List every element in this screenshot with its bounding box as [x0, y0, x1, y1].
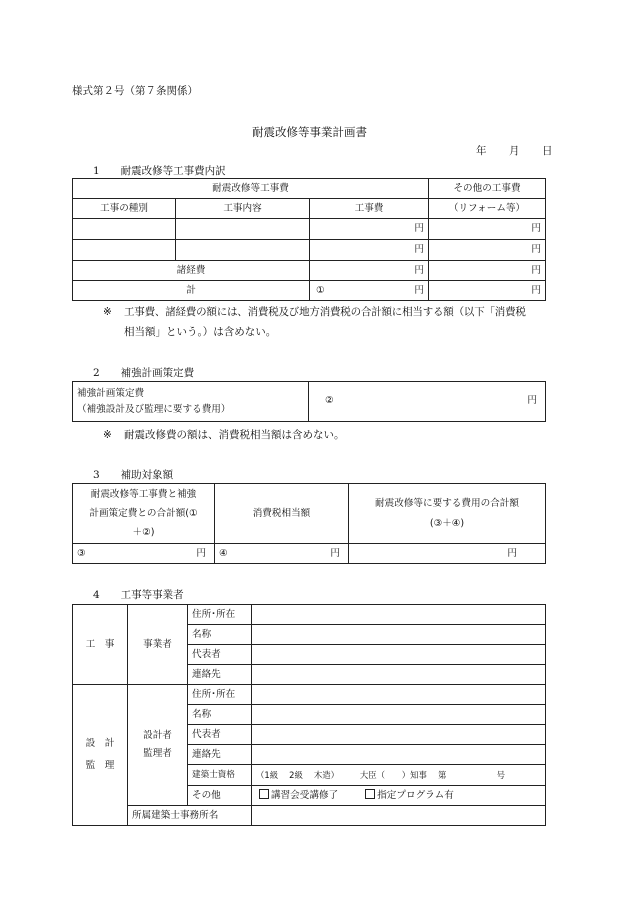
misc-label: 諸経費: [73, 261, 310, 281]
contractor-name-input[interactable]: [252, 625, 546, 645]
misc-cost-cell[interactable]: 円: [310, 261, 429, 281]
section4-heading: 4 工事等事業者: [93, 589, 184, 601]
other-cost-cell[interactable]: 円: [429, 240, 546, 261]
table-row: [73, 219, 546, 240]
contractor-address-label: 住所･所在: [188, 605, 252, 625]
plan-cost-yen: 円: [527, 395, 537, 406]
sum-yen: 円: [196, 547, 206, 559]
checkbox-icon: [259, 789, 269, 799]
cost-cell[interactable]: 円: [310, 240, 429, 261]
type-cell[interactable]: [73, 240, 176, 261]
other-options: [252, 786, 546, 806]
design-label-line1: 設 計: [85, 738, 115, 749]
misc-other-cell[interactable]: 円: [429, 261, 546, 281]
total-header: [349, 484, 546, 544]
sum-header: [73, 484, 215, 544]
subsidy-table: [72, 483, 546, 564]
tax-mark: ④: [219, 547, 228, 559]
program-checkbox[interactable]: [365, 790, 454, 801]
designer-contact-label: 連絡先: [188, 745, 252, 765]
plan-cost-table: [72, 381, 546, 422]
date-month: 月: [509, 145, 520, 157]
other-cost-sub: （リフォーム等）: [429, 199, 546, 219]
program-label: 指定プログラム有: [377, 790, 454, 801]
total-other-cell[interactable]: 円: [429, 281, 546, 301]
designer-contact-input[interactable]: [252, 745, 546, 765]
qualification-label: 建築士資格: [188, 765, 252, 786]
section1-heading: 1 耐震改修等工事費内訳: [93, 165, 226, 177]
contractor-contact-label: 連絡先: [188, 665, 252, 685]
contractor-table: [72, 604, 546, 826]
sum-mark: ③: [77, 547, 86, 559]
design-supervision-label: [73, 685, 128, 826]
total-row: [73, 281, 546, 301]
plan-cost-value[interactable]: [309, 382, 546, 422]
designer-rep-input[interactable]: [252, 725, 546, 745]
tax-yen: 円: [330, 547, 340, 559]
col-content: 工事内容: [176, 199, 310, 219]
construction-cost-table: [72, 178, 546, 301]
designer-name-input[interactable]: [252, 705, 546, 725]
contractor-address-input[interactable]: [252, 605, 546, 625]
designer-address-input[interactable]: [252, 685, 546, 705]
total-header-line2: (③＋④): [429, 517, 465, 529]
sum-header-line2: 計画策定費との合計額(①: [89, 508, 198, 519]
construction-label: 工 事: [73, 605, 128, 685]
group-header: 耐震改修等工事費: [73, 179, 429, 199]
plan-cost-label: [73, 382, 309, 422]
contractor-contact-input[interactable]: [252, 665, 546, 685]
plan-cost-label-line2: （補強設計及び監理に要する費用）: [77, 403, 231, 415]
date-day: 日: [542, 145, 553, 157]
cost-cell[interactable]: 円: [310, 219, 429, 240]
contractor-rep-input[interactable]: [252, 645, 546, 665]
designer-label-line2: 監理者: [143, 748, 172, 759]
designer-name-label: 名称: [188, 705, 252, 725]
section2-note: 耐震改修費の額は、消費税相当額は含めない。: [124, 429, 345, 441]
content-cell[interactable]: [176, 240, 310, 261]
section1-note-line1: 工事費、諸経費の額には、消費税及び地方消費税の合計額に相当する額（以下「消費税: [124, 306, 526, 318]
checkbox-icon: [365, 789, 375, 799]
sum-header-line3: ＋②): [132, 527, 155, 538]
plan-cost-mark: ②: [325, 395, 334, 406]
type-cell[interactable]: [73, 219, 176, 240]
page-title: 耐震改修等事業計画書: [252, 125, 367, 139]
contractor-name-label: 名称: [188, 625, 252, 645]
designer-address-label: 住所･所在: [188, 685, 252, 705]
total-label: 計: [73, 281, 310, 301]
other-label: その他: [188, 786, 252, 806]
tax-header: 消費税相当額: [215, 484, 349, 544]
tax-value[interactable]: [215, 544, 349, 564]
date-year: 年: [476, 145, 487, 157]
section2-note-mark: ※: [103, 429, 112, 441]
content-cell[interactable]: [176, 219, 310, 240]
contractor-label: 事業者: [128, 605, 188, 685]
other-cost-header: その他の工事費: [429, 179, 546, 199]
section2-heading: 2 補強計画策定費: [93, 367, 195, 379]
other-cost-cell[interactable]: 円: [429, 219, 546, 240]
section3-heading: 3 補助対象額: [93, 469, 174, 481]
plan-cost-label-line1: 補強計画策定費: [77, 387, 145, 399]
total-cost-cell[interactable]: [310, 281, 429, 301]
lecture-checkbox[interactable]: [259, 790, 341, 801]
col-type: 工事の種別: [73, 199, 176, 219]
contractor-rep-label: 代表者: [188, 645, 252, 665]
designer-label-line1: 設計者: [143, 730, 172, 741]
designer-rep-label: 代表者: [188, 725, 252, 745]
misc-row: [73, 261, 546, 281]
total-header-line1: 耐震改修等に要する費用の合計額: [375, 497, 519, 509]
total-yen: 円: [414, 284, 425, 296]
total-value[interactable]: 円: [349, 544, 546, 564]
office-input[interactable]: [252, 806, 546, 826]
office-label: 所属建築士事務所名: [128, 806, 252, 826]
table-row: [73, 240, 546, 261]
form-label: 様式第２号（第７条関係）: [72, 85, 198, 97]
designer-label: [128, 685, 188, 806]
lecture-label: 講習会受講修了: [271, 790, 339, 801]
qualification-value[interactable]: （1級 2級 木造） 大臣（ ）知事 第 号: [252, 765, 546, 786]
sum-value[interactable]: [73, 544, 215, 564]
col-cost: 工事費: [310, 199, 429, 219]
total-mark: ①: [316, 284, 325, 296]
section1-note-line2: 相当額」という。）は含めない。: [124, 326, 277, 338]
design-label-line2: 監 理: [85, 760, 115, 771]
sum-header-line1: 耐震改修等工事費と補強: [90, 489, 197, 500]
section1-note-mark: ※: [103, 306, 112, 318]
